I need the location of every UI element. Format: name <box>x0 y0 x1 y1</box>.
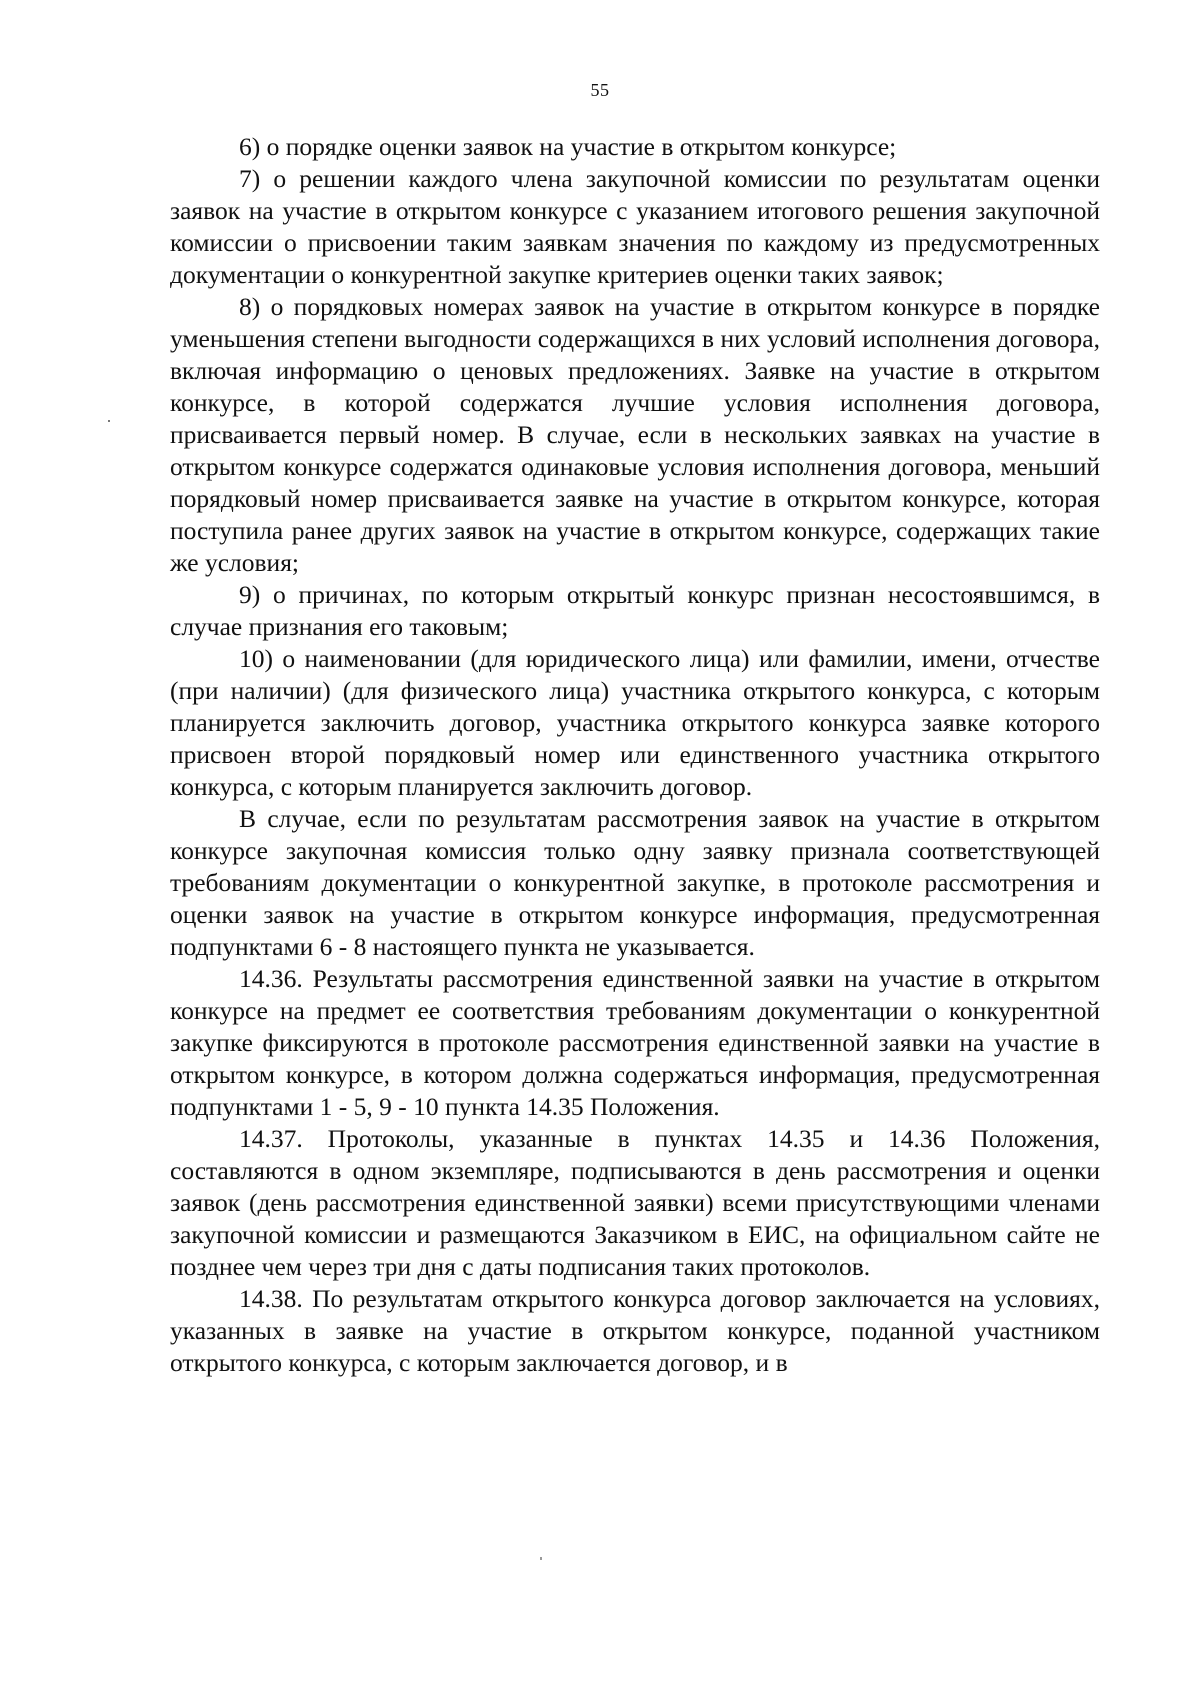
scan-speck <box>108 420 110 422</box>
document-body <box>170 131 1100 1379</box>
paragraph-single-bid-note: В случае, если по результатам рассмотрения заявок на участие в открытом конкурсе закупочная комиссия только одну заявку признала соответствующей требованиям документации о конкурентной закупке, в протоколе рассмотрения и оценки заявок на участие в открытом конкурсе информация, предусмотренная подпунктами 6 - 8 настоящего пункта не указывается. <box>170 804 1100 961</box>
paragraph-14-36: 14.36. Результаты рассмотрения единственной заявки на участие в открытом конкурсе на предмет ее соответствия требованиям документации о конкурентной закупке фиксируются в протоколе рассмотрения единственной заявки на участие в открытом конкурсе, в котором должна содержаться информация, предусмотренная подпунктами 1 - 5, 9 - 10 пункта 14.35 Положения. <box>170 964 1100 1121</box>
paragraph-item-6: 6) о порядке оценки заявок на участие в открытом конкурсе; <box>239 132 897 161</box>
paragraph-item-9: 9) о причинах, по которым открытый конкурс признан несостоявшимся, в случае признания его таковым; <box>170 580 1100 641</box>
page-number: 55 <box>590 80 610 100</box>
paragraph-item-8: 8) о порядковых номерах заявок на участие в открытом конкурсе в порядке уменьшения степени выгодности содержащихся в них условий исполнения договора, включая информацию о ценовых предложениях. Заявке на участие в открытом конкурсе, в которой содержатся лучшие условия исполнения договора, присваивается первый номер. В случае, если в нескольких заявках на участие в открытом конкурсе содержатся одинаковые условия исполнения договора, меньший порядковый номер присваивается заявке на участие в открытом конкурсе, которая поступила ранее других заявок на участие в открытом конкурсе, содержащих такие же условия; <box>170 292 1100 577</box>
paragraph-14-37: 14.37. Протоколы, указанные в пунктах 14.35 и 14.36 Положения, составляются в одном экземпляре, подписываются в день рассмотрения и оценки заявок (день рассмотрения единственной заявки) всеми присутствующими членами закупочной комиссии и размещаются Заказчиком в ЕИС, на официальном сайте не позднее чем через три дня с даты подписания таких протоколов. <box>170 1124 1100 1281</box>
paragraph-14-38: 14.38. По результатам открытого конкурса договор заключается на условиях, указанных в заявке на участие в открытом конкурсе, поданной участником открытого конкурса, с которым заключается договор, и в <box>170 1284 1100 1377</box>
paragraph-item-10: 10) о наименовании (для юридического лица) или фамилии, имени, отчестве (при наличии) (для физического лица) участника открытого конкурса, с которым планируется заключить договор, участника открытого конкурса заявке которого присвоен второй порядковый номер или единственного участника открытого конкурса, с которым планируется заключить договор. <box>170 644 1100 801</box>
paragraph-item-7: 7) о решении каждого члена закупочной комиссии по результатам оценки заявок на участие в открытом конкурсе с указанием итогового решения закупочной комиссии о присвоении таким заявкам значения по каждому из предусмотренных документации о конкурентной закупке критериев оценки таких заявок; <box>170 164 1100 289</box>
scan-speck <box>540 1557 542 1560</box>
